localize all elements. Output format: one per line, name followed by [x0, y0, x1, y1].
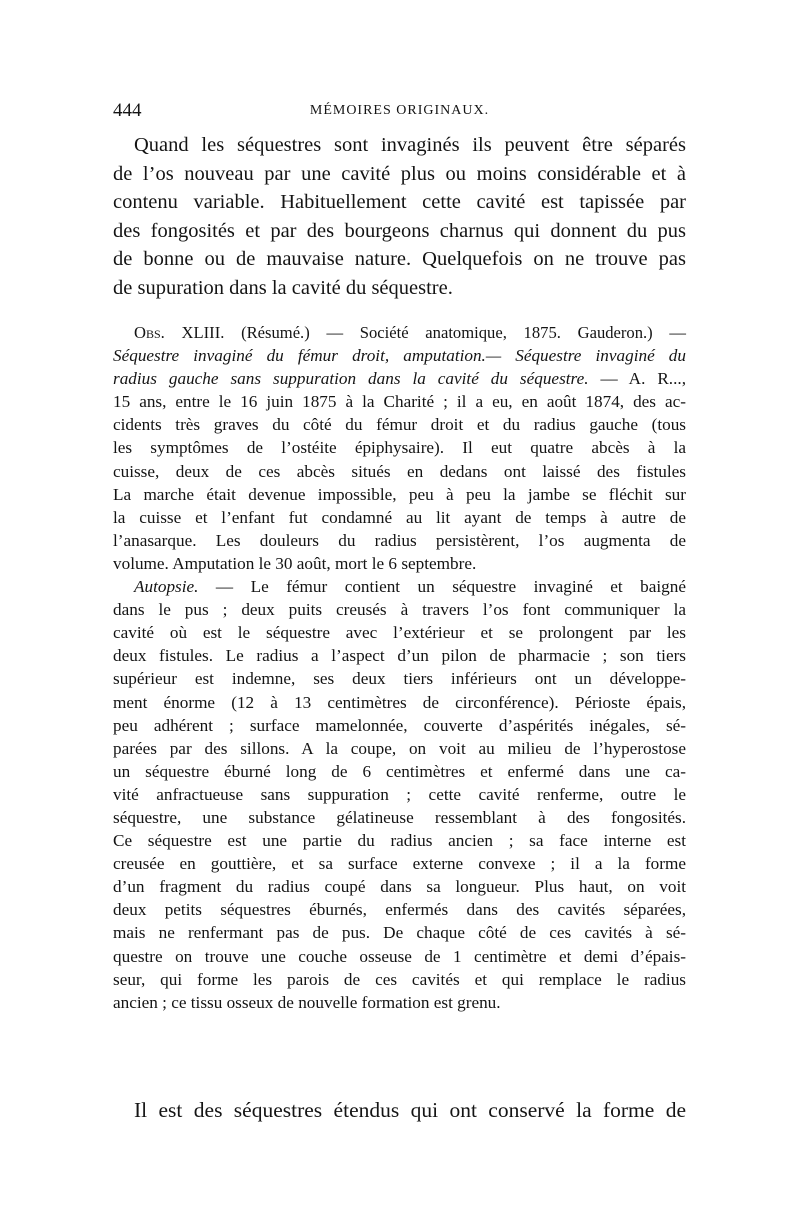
- text-line: Quand les séquestres sont invaginés ils peuvent être séparés: [134, 134, 686, 156]
- text-line: de bonne ou de mauvaise nature. Quelquefois on ne trouve pas: [113, 248, 686, 271]
- text-line: volume. Amputation le 30 août, mort le 6 septembre.: [113, 553, 477, 573]
- text-line: dans le pus ; deux puits creusés à travers l’os font communiquer la: [113, 600, 686, 620]
- text-line: séquestre, une substance gélatineuse ressemblant à des fongosités.: [113, 807, 686, 827]
- text-line: la cuisse et l’enfant fut condamné au lit ayant de temps à autre de: [113, 507, 686, 527]
- text-line: cuisse, deux de ces abcès situés en dedans ont laissé des fistules: [113, 461, 686, 481]
- text-line: 15 ans, entre le 16 juin 1875 à la Charité ; il a eu, en août 1874, des ac-: [113, 392, 686, 412]
- observation-title-line: [113, 367, 686, 390]
- paragraph-seq-invagines: [113, 131, 686, 303]
- text-line: cidents très graves du côté du fémur droit et du radius gauche (tous: [113, 415, 686, 435]
- text-line: cavité où est le séquestre avec l’extérieur et se prolongent par les: [113, 623, 686, 643]
- text-line: questre on trouve une couche osseuse de 1 centimètre et demi d’épais-: [113, 946, 686, 966]
- text-line: creusée en gouttière, et sa surface externe convexe ; il a la forme: [113, 854, 686, 874]
- running-head: MÉMOIRES ORIGINAUX.: [309, 103, 490, 118]
- autopsy-text: — Le fémur contient un séquestre invaginé et baigné: [198, 577, 686, 597]
- text-line: supérieur est indemne, ses deux tiers inférieurs ont un développe-: [113, 669, 686, 689]
- text-line: ment énorme (12 à 13 centimètres de circonférence). Périoste épais,: [113, 692, 686, 712]
- autopsy-heading-line: [113, 575, 686, 598]
- observation-heading-line: [113, 321, 686, 344]
- page-header: [113, 100, 686, 124]
- page-number: 444: [113, 100, 142, 121]
- text-line: d’un fragment du radius coupé dans sa longueur. Plus haut, on voit: [113, 877, 686, 897]
- observation-block: [113, 321, 686, 1014]
- obs-label: Obs.: [134, 323, 165, 342]
- text-line: La marche était devenue impossible, peu à peu la jambe se fléchit sur: [113, 484, 686, 504]
- text-line: parées par des sillons. A la coupe, on voit au milieu de l’hyperostose: [113, 738, 686, 758]
- text-line: des fongosités et par des bourgeons charnus qui donnent du pus: [113, 219, 686, 242]
- text-line: peu adhérent ; surface mamelonnée, couverte d’aspérités inégales, sé-: [113, 715, 686, 735]
- text-line: Ce séquestre est une partie du radius ancien ; sa face interne est: [113, 831, 686, 851]
- obs-title-italic: radius gauche sans suppuration dans la cavité du séquestre.: [113, 369, 589, 389]
- text-line: de supuration dans la cavité du séquestre.: [113, 276, 453, 299]
- text-line: de l’os nouveau par une cavité plus ou moins considérable et à: [113, 162, 686, 185]
- text-line: vité anfractueuse sans suppuration ; cette cavité renferme, outre le: [113, 784, 686, 804]
- text-line: deux fistules. Le radius a l’aspect d’un pilon de pharmacie ; son tiers: [113, 646, 686, 666]
- text-line: un séquestre éburné long de 6 centimètres et enfermé dans une ca-: [113, 761, 686, 781]
- text-line: contenu variable. Habituellement cette cavité est tapissée par: [113, 191, 686, 214]
- text-line: ancien ; ce tissu osseux de nouvelle formation est grenu.: [113, 992, 501, 1012]
- text-line: deux petits séquestres éburnés, enfermés dans des cavités séparées,: [113, 900, 686, 920]
- text-line: Il est des séquestres étendus qui ont conservé la forme de: [134, 1098, 686, 1122]
- obs-reference: XLIII. (Résumé.) — Société anatomique, 1875. Gauderon.) —: [164, 323, 686, 342]
- text-line: mais ne renfermant pas de pus. De chaque côté de ces cavités à sé-: [113, 923, 686, 943]
- autopsy-label: Autopsie.: [134, 577, 199, 597]
- text-line: l’anasarque. Les douleurs du radius persistèrent, l’os augmenta de: [113, 530, 686, 550]
- text-line: seur, qui forme les parois de ces cavités et qui remplace le radius: [113, 969, 686, 989]
- obs-patient: — A. R...,: [588, 369, 686, 389]
- text-line: les symptômes de l’ostéite épiphysaire). Il eut quatre abcès à la: [113, 438, 686, 458]
- observation-title-line: Séquestre invaginé du fémur droit, amputation.— Séquestre invaginé du: [113, 346, 686, 366]
- paragraph-seq-etendus: [113, 1096, 686, 1125]
